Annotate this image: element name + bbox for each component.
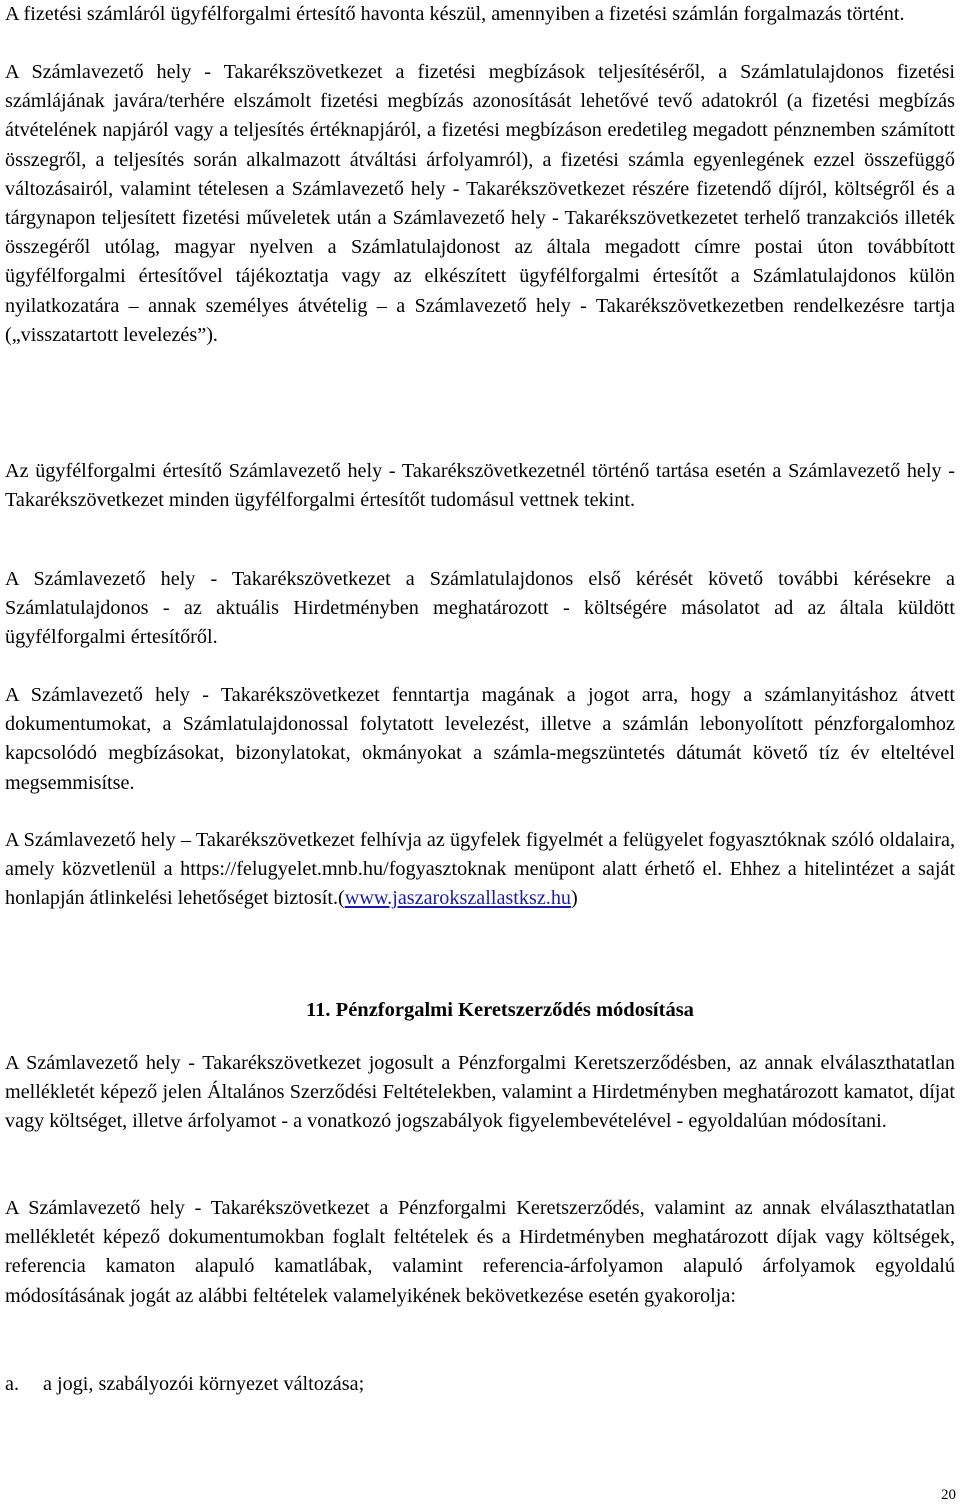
page-number: 20 [941,1487,956,1503]
section-heading: 11. Pénzforgalmi Keretszerződés módosítása [306,999,694,1021]
paragraph-statement-content: A Számlavezető hely - Takarékszövetkezet a fizetési megbízások teljesítéséről, a Számlatulajdonos fizetési számlájának javára/terhére elszámolt fizetési megbízás azonosítását lehetővé tevő adatokról (a fizetési megbízás átvételének napjáról vagy a teljesítés értéknapjáról, a fizetési megbízáson eredetileg megadott pénznemben számított összegről, a teljesítés során alkalmazott átváltási árfolyamról), a fizetési számla egyenlegének ezzel összefüggő változásairól, valamint tételesen a Számlavezető hely - Takarékszövetkezet részére fizetendő díjról, költségről és a tárgynapon teljesített fizetési műveletek után a Számlavezető hely - Takarékszövetkezetet terhelő tranzakciós illeték összegéről utólag, magyar nyelven a Számlatulajdonost az általa megadott címre postai úton továbbított ügyfélforgalmi értesítővel tájékoztatja vagy az elkészített ügyfélforgalmi értesítőt a Számlatulajdonos külön nyilatkozatára – annak személyes átvételig – a Számlavezető hely - Takarékszövetkezetben rendelkezésre tartja („visszatartott levelezés”). [5,61,955,346]
paragraph-held-mail: Az ügyfélforgalmi értesítő Számlavezető hely - Takarékszövetkezetnél történő tartása esetén a Számlavezető hely - Takarékszövetkezet minden ügyfélforgalmi értesítőt tudomásul vettnek tekint. [5,460,955,512]
paragraph-unilateral-modification: A Számlavezető hely - Takarékszövetkezet jogosult a Pénzforgalmi Keretszerződésben, az annak elválaszthatatlan mellékletét képező jelen Általános Szerződési Feltételekben, valamint a Hirdetményben meghatározott kamatot, díjat vagy költséget, illetve árfolyamot - a vonatkozó jogszabályok figyelembevételével - egyoldalúan módosítani. [5,1052,955,1133]
paragraph-supervisor-notice [5,826,955,914]
list-item-marker: a. [5,1373,20,1395]
paragraph-statement-frequency: A fizetési számláról ügyfélforgalmi értesítő havonta készül, amennyiben a fizetési számlán forgalmazás történt. [5,3,905,25]
paragraph-modification-conditions: A Számlavezető hely - Takarékszövetkezet a Pénzforgalmi Keretszerződés, valamint az annak elválaszthatatlan mellékletét képező dokumentumokban foglalt feltételek és a Hirdetményben meghatározott díjak vagy költségek, referencia kamaton alapuló kamatlábak, valamint referencia-árfolyamon alapuló árfolyamok egyoldalú módosításának jogát az alábbi feltételek valamelyikének bekövetkezése esetén gyakorolja: [5,1197,955,1307]
paragraph-copy-request: A Számlavezető hely - Takarékszövetkezet a Számlatulajdonos első kérését követő további kérésekre a Számlatulajdonos - az aktuális Hirdetményben meghatározott - költségére másolatot ad az általa küldött ügyfélforgalmi értesítőről. [5,568,955,649]
supervisor-notice-closing: ) [571,887,578,910]
supervisor-notice-text: A Számlavezető hely – Takarékszövetkezet felhívja az ügyfelek figyelmét a felügyelet fogyasztóknak szóló oldalaira, amely közvetlenül a https://felugyelet.mnb.hu/fogyasztoknak menüpont alatt érhető el. Ehhez a hitelintézet a saját honlapján átlinkelési lehetőséget biztosít.( [5,829,955,910]
list-item-text: a jogi, szabályozói környezet változása; [43,1373,365,1395]
list-item [5,1370,364,1399]
bank-website-link[interactable]: www.jaszarokszallastksz.hu [344,887,572,910]
paragraph-document-retention: A Számlavezető hely - Takarékszövetkezet fenntartja magának a jogot arra, hogy a számlanyitáshoz átvett dokumentumokat, a Számlatulajdonossal folytatott levelezést, illetve a számlán lebonyolított pénzforgalomhoz kapcsolódó megbízásokat, bizonylatokat, okmányokat a számla-megszüntetés dátumát követő tíz év elteltével megsemmisítse. [5,684,955,794]
